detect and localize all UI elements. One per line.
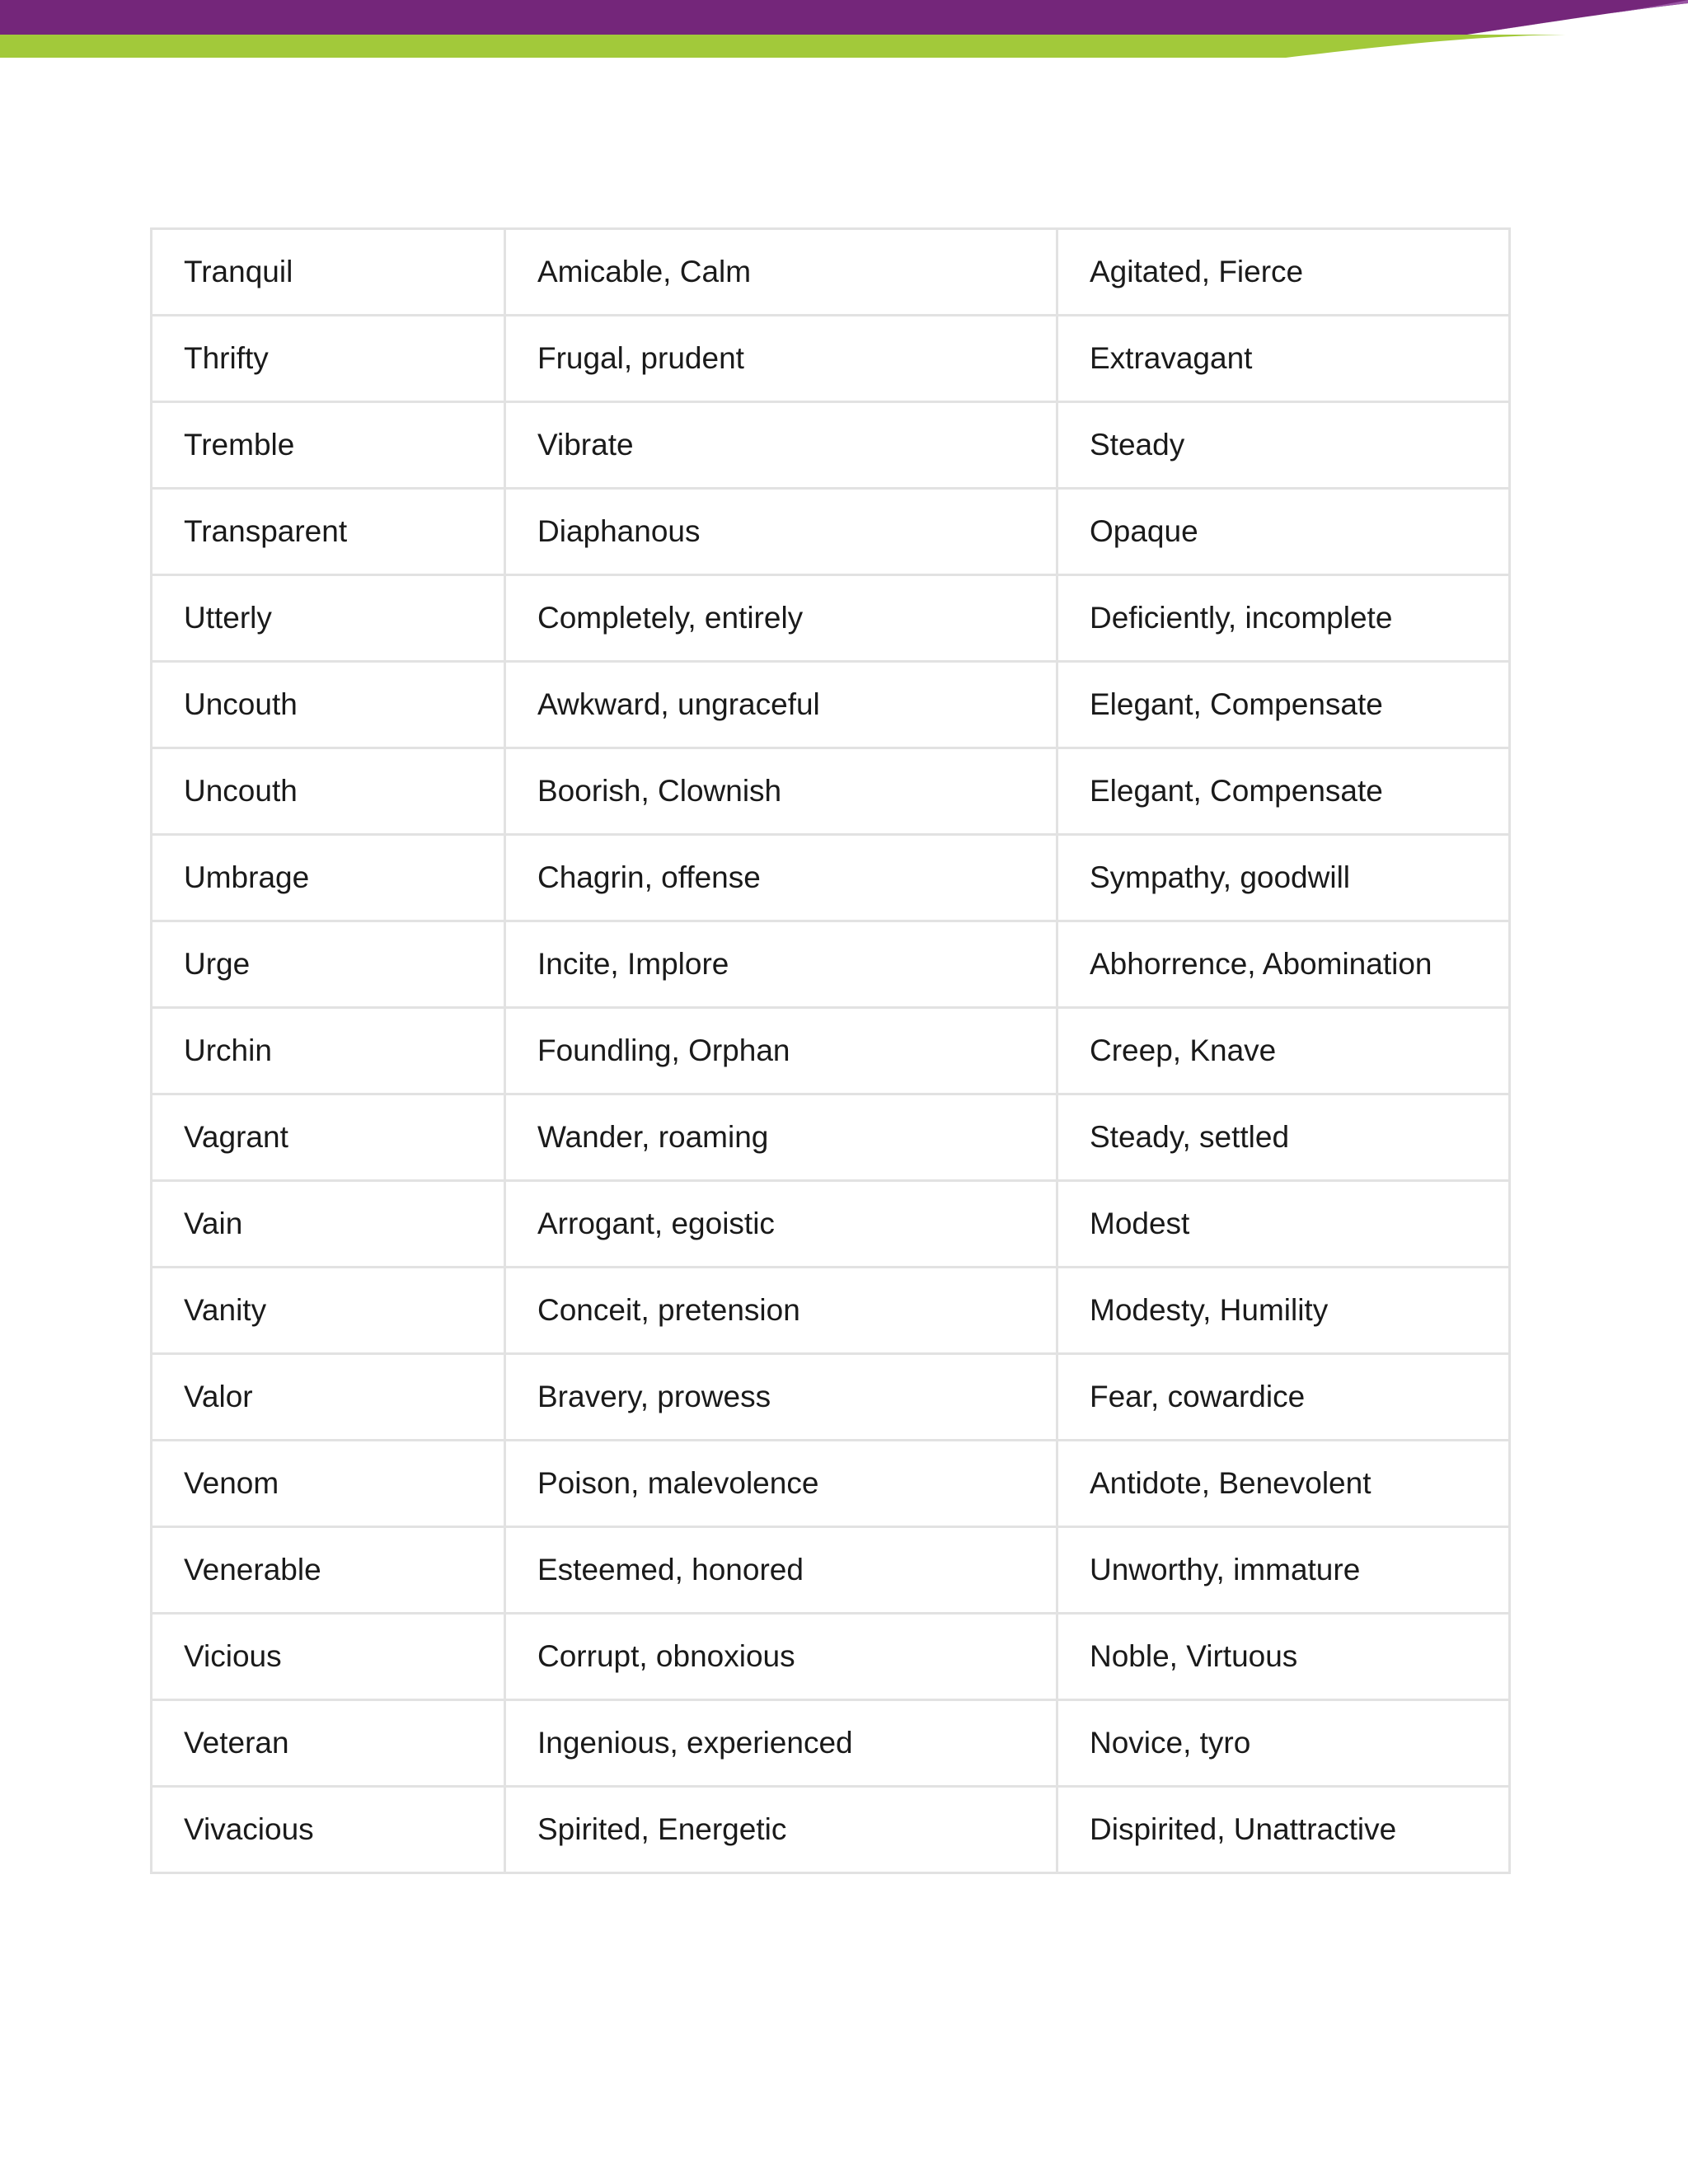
- table-row: [152, 835, 1510, 921]
- synonyms-cell: Poison, malevolence: [505, 1441, 1057, 1527]
- header-purple-band: [0, 0, 1688, 35]
- antonyms-cell: Modest: [1057, 1181, 1510, 1268]
- table-row: [152, 1181, 1510, 1268]
- word-cell: Venerable: [152, 1527, 505, 1614]
- antonyms-cell: Extravagant: [1057, 316, 1510, 402]
- word-cell: Urchin: [152, 1008, 505, 1094]
- word-cell: Tremble: [152, 402, 505, 489]
- table-row: [152, 1700, 1510, 1787]
- antonyms-cell: Steady, settled: [1057, 1094, 1510, 1181]
- table-row: [152, 921, 1510, 1008]
- word-cell: Valor: [152, 1354, 505, 1441]
- synonyms-cell: Spirited, Energetic: [505, 1787, 1057, 1873]
- antonyms-cell: Sympathy, goodwill: [1057, 835, 1510, 921]
- word-cell: Umbrage: [152, 835, 505, 921]
- table-row: [152, 316, 1510, 402]
- synonyms-cell: Completely, entirely: [505, 575, 1057, 662]
- antonyms-cell: Elegant, Compensate: [1057, 662, 1510, 748]
- word-cell: Vivacious: [152, 1787, 505, 1873]
- word-cell: Venom: [152, 1441, 505, 1527]
- word-cell: Thrifty: [152, 316, 505, 402]
- antonyms-cell: Elegant, Compensate: [1057, 748, 1510, 835]
- synonyms-cell: Corrupt, obnoxious: [505, 1614, 1057, 1700]
- word-cell: Tranquil: [152, 229, 505, 316]
- antonyms-cell: Creep, Knave: [1057, 1008, 1510, 1094]
- word-cell: Transparent: [152, 489, 505, 575]
- word-cell: Vagrant: [152, 1094, 505, 1181]
- vocabulary-table-body: [152, 229, 1510, 1873]
- table-row: [152, 1787, 1510, 1873]
- synonyms-cell: Foundling, Orphan: [505, 1008, 1057, 1094]
- word-cell: Urge: [152, 921, 505, 1008]
- synonyms-cell: Vibrate: [505, 402, 1057, 489]
- synonyms-cell: Ingenious, experienced: [505, 1700, 1057, 1787]
- word-cell: Uncouth: [152, 748, 505, 835]
- antonyms-cell: Modesty, Humility: [1057, 1268, 1510, 1354]
- synonyms-cell: Frugal, prudent: [505, 316, 1057, 402]
- synonyms-cell: Awkward, ungraceful: [505, 662, 1057, 748]
- table-row: [152, 402, 1510, 489]
- antonyms-cell: Deficiently, incomplete: [1057, 575, 1510, 662]
- header-green-stripe: [0, 35, 1566, 58]
- table-row: [152, 575, 1510, 662]
- antonyms-cell: Fear, cowardice: [1057, 1354, 1510, 1441]
- table-row: [152, 1354, 1510, 1441]
- antonyms-cell: Dispirited, Unattractive: [1057, 1787, 1510, 1873]
- table-row: [152, 229, 1510, 316]
- antonyms-cell: Steady: [1057, 402, 1510, 489]
- table-row: [152, 1614, 1510, 1700]
- synonyms-cell: Bravery, prowess: [505, 1354, 1057, 1441]
- synonyms-cell: Amicable, Calm: [505, 229, 1057, 316]
- word-cell: Uncouth: [152, 662, 505, 748]
- synonyms-cell: Incite, Implore: [505, 921, 1057, 1008]
- table-row: [152, 1008, 1510, 1094]
- table-row: [152, 1441, 1510, 1527]
- word-cell: Utterly: [152, 575, 505, 662]
- word-cell: Veteran: [152, 1700, 505, 1787]
- table-row: [152, 1527, 1510, 1614]
- synonyms-cell: Conceit, pretension: [505, 1268, 1057, 1354]
- table-row: [152, 748, 1510, 835]
- table-row: [152, 662, 1510, 748]
- antonyms-cell: Unworthy, immature: [1057, 1527, 1510, 1614]
- synonyms-cell: Diaphanous: [505, 489, 1057, 575]
- vocabulary-table: [150, 227, 1511, 1874]
- synonyms-cell: Boorish, Clownish: [505, 748, 1057, 835]
- antonyms-cell: Agitated, Fierce: [1057, 229, 1510, 316]
- table-row: [152, 489, 1510, 575]
- word-cell: Vain: [152, 1181, 505, 1268]
- synonyms-cell: Chagrin, offense: [505, 835, 1057, 921]
- antonyms-cell: Antidote, Benevolent: [1057, 1441, 1510, 1527]
- header-banner: [0, 0, 1688, 66]
- word-cell: Vicious: [152, 1614, 505, 1700]
- word-cell: Vanity: [152, 1268, 505, 1354]
- antonyms-cell: Novice, tyro: [1057, 1700, 1510, 1787]
- antonyms-cell: Abhorrence, Abomination: [1057, 921, 1510, 1008]
- synonyms-cell: Wander, roaming: [505, 1094, 1057, 1181]
- table-row: [152, 1094, 1510, 1181]
- table-row: [152, 1268, 1510, 1354]
- synonyms-cell: Arrogant, egoistic: [505, 1181, 1057, 1268]
- antonyms-cell: Noble, Virtuous: [1057, 1614, 1510, 1700]
- antonyms-cell: Opaque: [1057, 489, 1510, 575]
- synonyms-cell: Esteemed, honored: [505, 1527, 1057, 1614]
- header-wave-graphic: [0, 0, 1688, 66]
